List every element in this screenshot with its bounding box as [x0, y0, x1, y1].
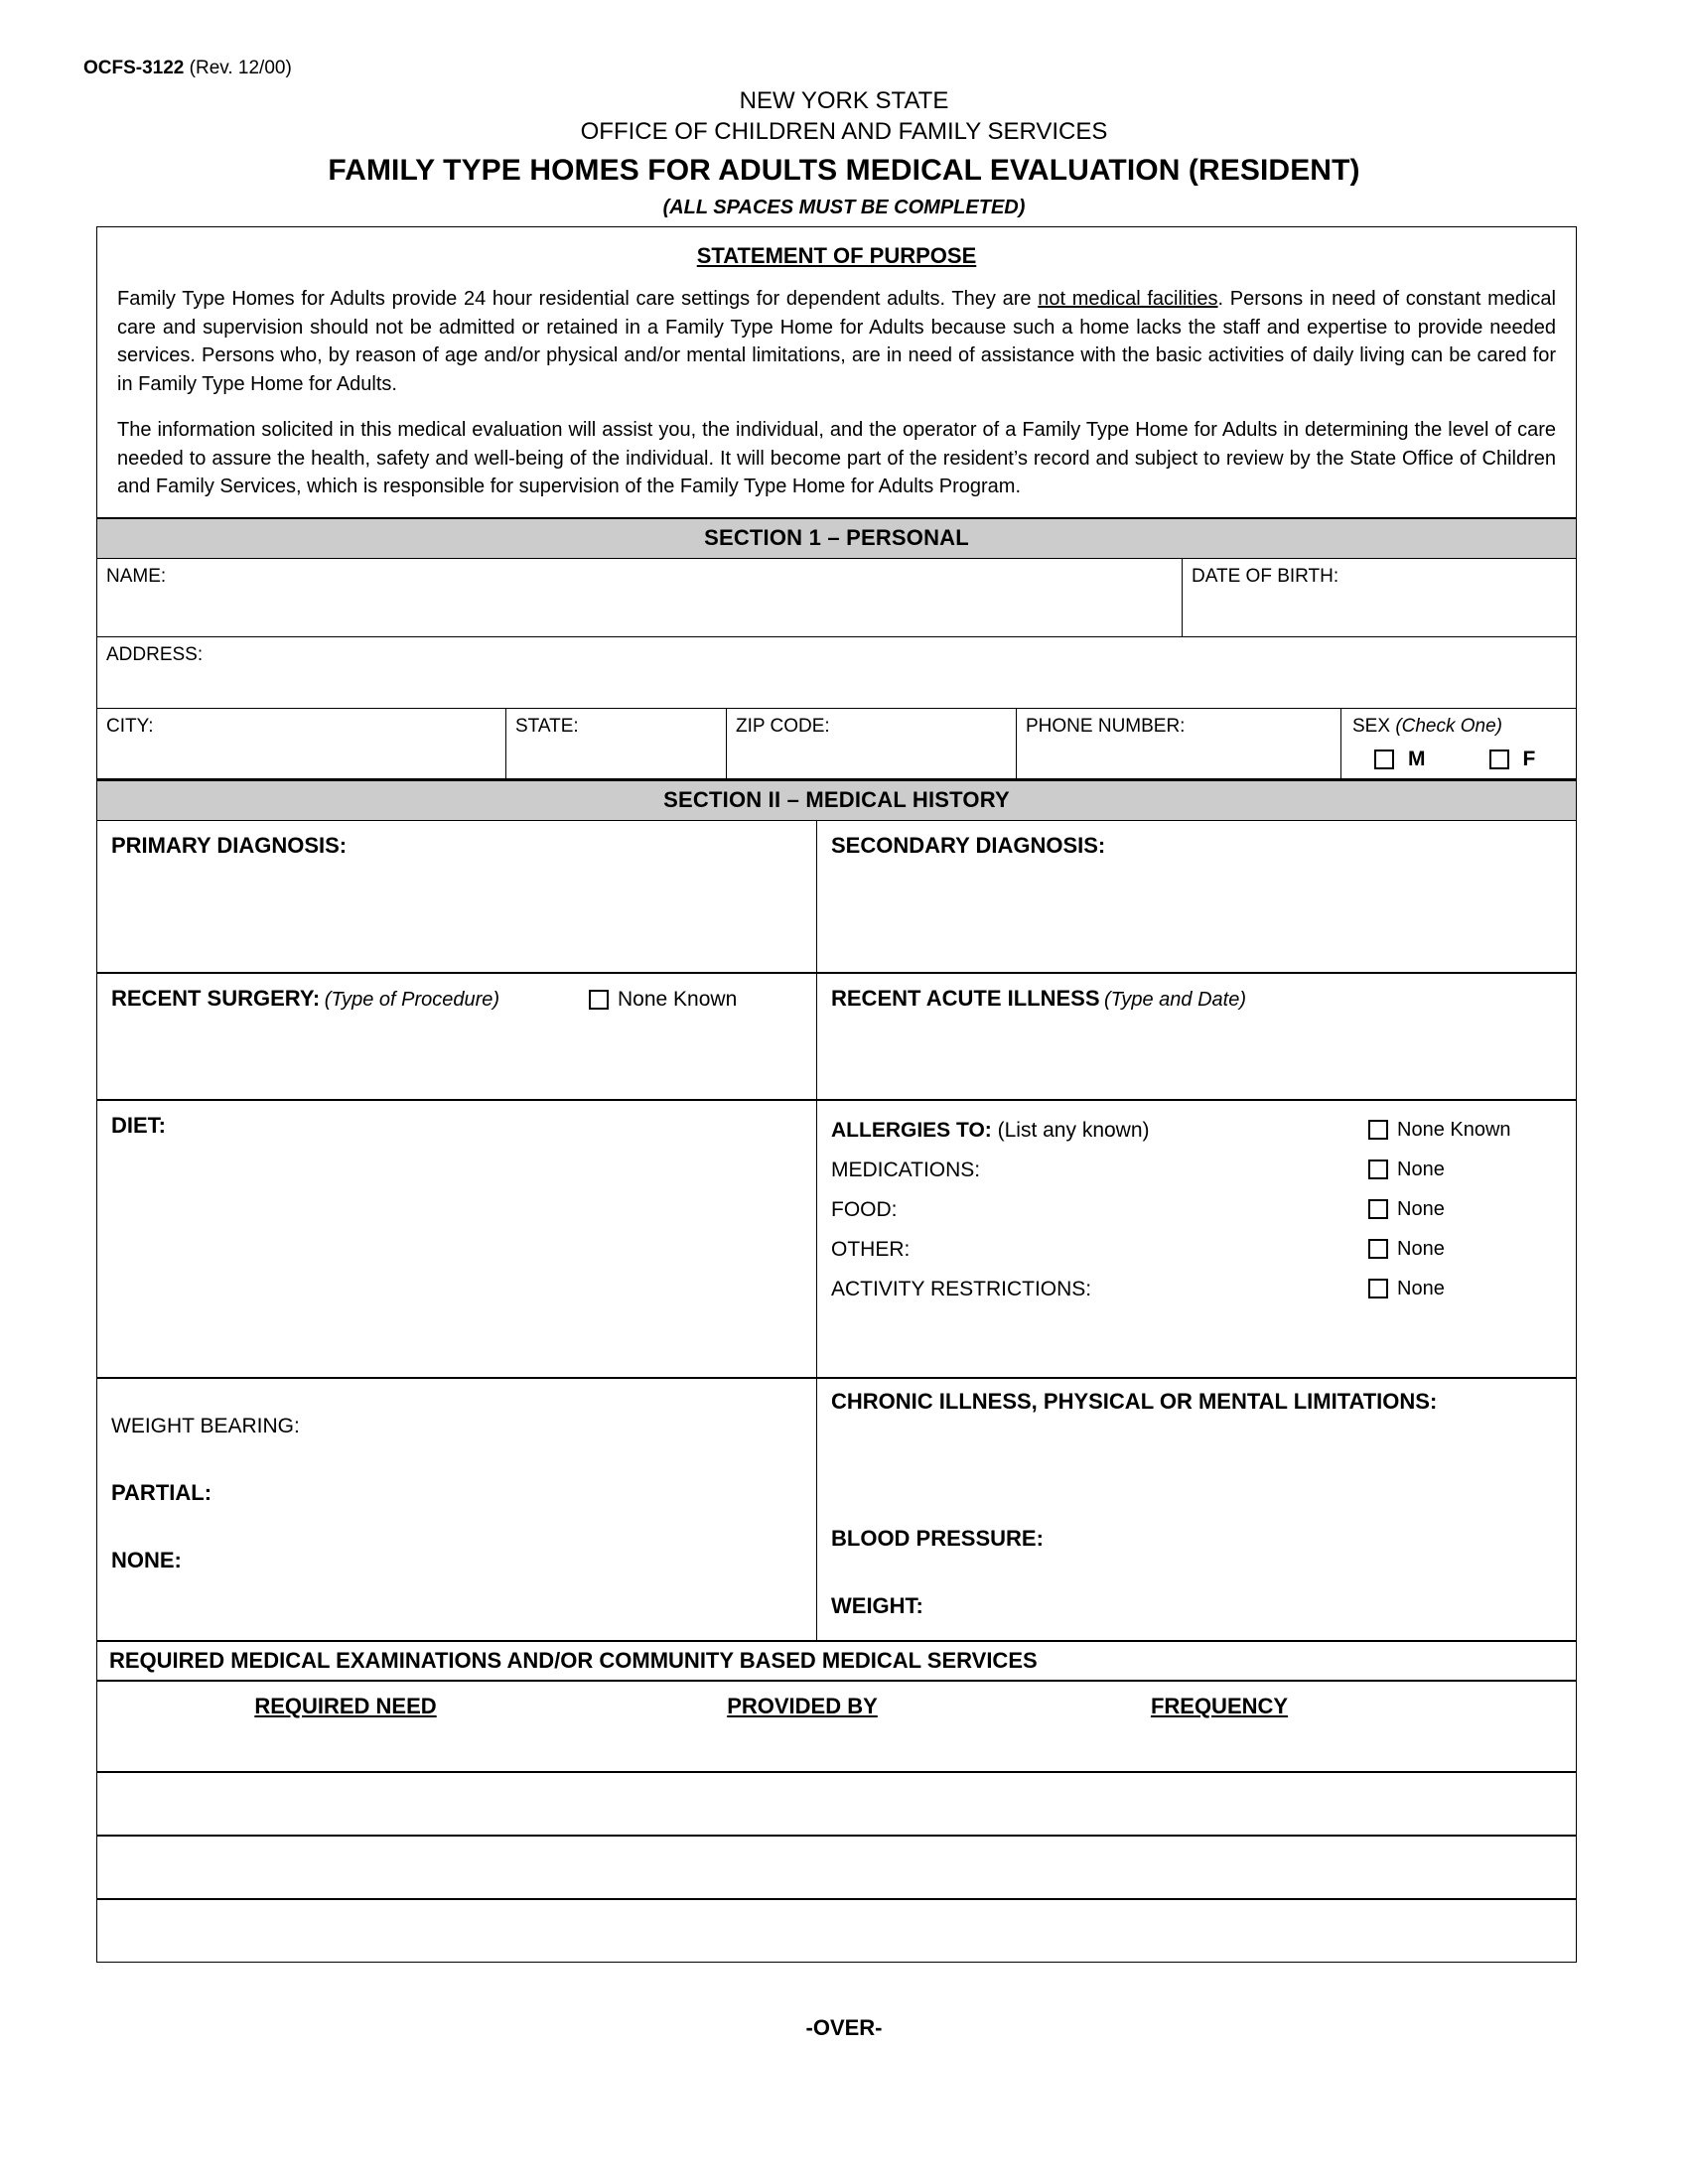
recent-surgery-label: RECENT SURGERY:	[111, 985, 321, 1011]
allergies-field	[817, 1101, 1576, 1377]
state-field[interactable]	[506, 709, 727, 778]
surgery-illness-row	[97, 974, 1576, 1101]
zip-label: ZIP CODE:	[736, 715, 830, 737]
partial-label: PARTIAL:	[111, 1479, 212, 1505]
sex-female-label: F	[1522, 747, 1536, 770]
activity-restrictions-label: ACTIVITY RESTRICTIONS:	[831, 1277, 1092, 1300]
recent-surgery-field[interactable]	[97, 974, 817, 1099]
page-title: FAMILY TYPE HOMES FOR ADULTS MEDICAL EVALUATION (RESIDENT)	[328, 154, 1360, 187]
chronic-illness-field[interactable]	[817, 1379, 1576, 1640]
statement-of-purpose-block	[97, 227, 1576, 517]
other-label: OTHER:	[831, 1237, 911, 1261]
weight-label: WEIGHT:	[831, 1592, 923, 1618]
dob-field[interactable]	[1183, 559, 1576, 636]
allergies-to-none-group	[1368, 1119, 1567, 1142]
blood-pressure-label: BLOOD PRESSURE:	[831, 1525, 1044, 1551]
agency-line-state: NEW YORK STATE	[739, 87, 949, 114]
activity-restrictions-none-group	[1368, 1278, 1567, 1300]
diet-field[interactable]	[97, 1101, 817, 1377]
agency-heading	[0, 85, 1688, 147]
food-none-group	[1368, 1198, 1567, 1221]
statement-paragraph-2: The information solicited in this medical evaluation will assist you, the individual, and the operator of a Family Type Home for Adults in determining the level of care needed to assure the health, safety and well-being of the individual. It will become part of the resident’s record and subject to review by the State Office of Children and Family Services, which is responsible for supervision of the Family Type Home for Adults Program.	[117, 419, 1556, 497]
sop-p1-underlined: not medical facilities	[1038, 288, 1218, 310]
none-label: NONE:	[111, 1547, 182, 1572]
sex-checkbox-group	[1352, 748, 1567, 771]
chronic-illness-label: CHRONIC ILLNESS, PHYSICAL OR MENTAL LIMITATIONS:	[831, 1388, 1438, 1414]
other-none-checkbox[interactable]	[1368, 1239, 1388, 1259]
allergy-row-food	[831, 1198, 1567, 1222]
state-label: STATE:	[515, 715, 579, 737]
column-header-required-need: REQUIRED NEED	[254, 1693, 437, 1718]
dob-label: DATE OF BIRTH:	[1192, 565, 1339, 587]
recent-acute-illness-label: RECENT ACUTE ILLNESS	[831, 985, 1100, 1011]
allergies-to-none-known-label: None Known	[1397, 1118, 1511, 1141]
recent-surgery-hint: (Type of Procedure)	[324, 988, 500, 1011]
recent-acute-illness-hint: (Type and Date)	[1103, 988, 1247, 1011]
statement-paragraph-1	[117, 285, 1556, 398]
secondary-diagnosis-label: SECONDARY DIAGNOSIS:	[831, 832, 1106, 858]
form-code: OCFS-3122	[83, 58, 185, 78]
weight-bearing-label: WEIGHT BEARING:	[111, 1414, 300, 1437]
diet-label: DIET:	[111, 1112, 166, 1138]
page-subtitle: (ALL SPACES MUST BE COMPLETED)	[662, 197, 1026, 218]
food-label: FOOD:	[831, 1197, 898, 1221]
statement-of-purpose-heading: STATEMENT OF PURPOSE	[696, 243, 977, 268]
other-none-group	[1368, 1238, 1567, 1261]
recent-acute-illness-field[interactable]	[817, 974, 1576, 1099]
sex-male-checkbox[interactable]	[1374, 750, 1394, 769]
weight-bearing-chronic-row	[97, 1379, 1576, 1642]
sex-female-checkbox[interactable]	[1489, 750, 1509, 769]
name-dob-row	[97, 559, 1576, 637]
sex-check-one-hint: (Check One)	[1395, 715, 1503, 737]
food-none-label: None	[1397, 1197, 1445, 1220]
weight-bearing-field[interactable]	[97, 1379, 817, 1640]
sex-male-label: M	[1408, 747, 1426, 770]
activity-restrictions-none-checkbox[interactable]	[1368, 1279, 1388, 1298]
required-services-blank-row[interactable]	[97, 1837, 1576, 1900]
section-2-header: SECTION II – MEDICAL HISTORY	[97, 779, 1576, 821]
name-field[interactable]	[97, 559, 1183, 636]
form-revision: (Rev. 12/00)	[189, 58, 292, 78]
medications-none-group	[1368, 1159, 1567, 1181]
allergy-row-activity-restrictions	[831, 1278, 1567, 1301]
food-none-checkbox[interactable]	[1368, 1199, 1388, 1219]
zip-field[interactable]	[727, 709, 1017, 778]
allergies-to-hint: (List any known)	[997, 1118, 1150, 1142]
sex-label: SEX	[1352, 715, 1396, 737]
name-label: NAME:	[106, 565, 167, 587]
medications-none-checkbox[interactable]	[1368, 1160, 1388, 1179]
city-state-zip-phone-sex-row	[97, 709, 1576, 779]
phone-field[interactable]	[1017, 709, 1341, 778]
medications-label: MEDICATIONS:	[831, 1158, 981, 1181]
phone-label: PHONE NUMBER:	[1026, 715, 1186, 737]
recent-surgery-none-known-label: None Known	[618, 987, 738, 1011]
sop-p1-part-a: Family Type Homes for Adults provide 24 hour residential care settings for dependent adults. They are	[117, 288, 1039, 310]
diet-allergies-row	[97, 1101, 1576, 1379]
primary-diagnosis-field[interactable]	[97, 821, 817, 972]
form-body	[96, 226, 1577, 1963]
address-row	[97, 637, 1576, 709]
required-services-heading: REQUIRED MEDICAL EXAMINATIONS AND/OR COMMUNITY BASED MEDICAL SERVICES	[97, 1642, 1576, 1682]
required-services-blank-row[interactable]	[97, 1773, 1576, 1837]
agency-line-office: OFFICE OF CHILDREN AND FAMILY SERVICES	[580, 118, 1108, 145]
column-header-provided-by: PROVIDED BY	[727, 1693, 878, 1718]
diagnosis-row	[97, 821, 1576, 974]
allergy-row-allergies-to	[831, 1119, 1567, 1143]
required-services-blank-row[interactable]	[97, 1900, 1576, 1962]
recent-surgery-none-known-group	[589, 988, 737, 1012]
allergies-to-label: ALLERGIES TO:	[831, 1118, 998, 1142]
sop-p1-part-b: . Persons in need of constant medical care and supervision should not be admitted or retained in a Family Type Home for Adults because such a home lacks the staff and expertise to provide needed services. Persons who, by reason of age and/or physical and/or mental limitations, are in need of assistance with the basic activities of daily living can be cared for in Family Type Home for Adults.	[117, 288, 1557, 395]
over-footer: -OVER-	[805, 2015, 883, 2040]
sex-field	[1341, 709, 1576, 778]
address-field[interactable]	[97, 637, 1576, 708]
required-services-column-headers	[97, 1682, 1576, 1773]
allergy-row-medications	[831, 1159, 1567, 1182]
secondary-diagnosis-field[interactable]	[817, 821, 1576, 972]
allergy-row-other	[831, 1238, 1567, 1262]
other-none-label: None	[1397, 1237, 1445, 1260]
form-code-line	[83, 58, 292, 79]
city-label: CITY:	[106, 715, 154, 737]
primary-diagnosis-label: PRIMARY DIAGNOSIS:	[111, 832, 348, 858]
allergies-to-none-known-checkbox[interactable]	[1368, 1120, 1388, 1140]
allergies-to-label-group	[831, 1119, 1368, 1143]
column-header-frequency: FREQUENCY	[1150, 1693, 1289, 1718]
medications-none-label: None	[1397, 1158, 1445, 1180]
address-label: ADDRESS:	[106, 643, 204, 665]
recent-surgery-none-known-checkbox[interactable]	[589, 990, 609, 1010]
section-1-header: SECTION 1 – PERSONAL	[97, 517, 1576, 559]
city-field[interactable]	[97, 709, 506, 778]
activity-restrictions-none-label: None	[1397, 1277, 1445, 1299]
